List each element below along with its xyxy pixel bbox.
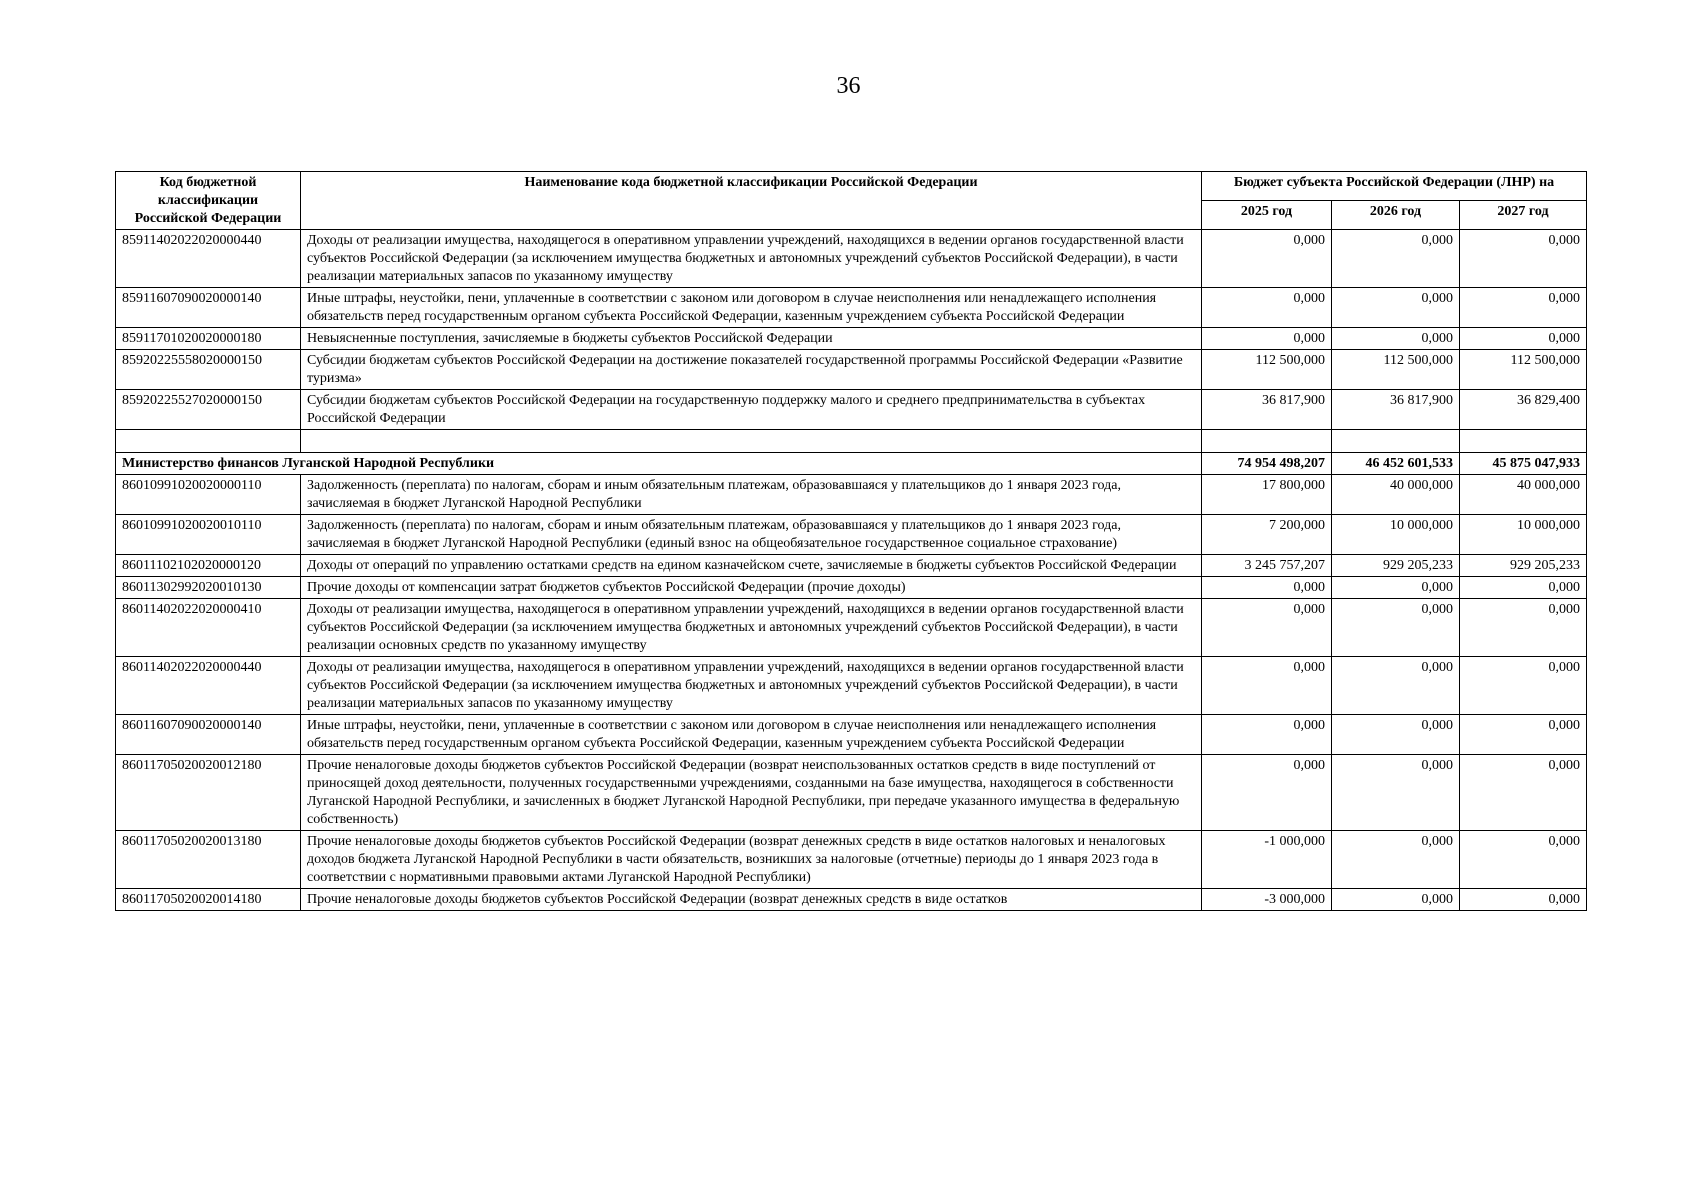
value-2027-cell: 36 829,400 bbox=[1460, 390, 1587, 430]
name-cell: Прочие неналоговые доходы бюджетов субъектов Российской Федерации (возврат денежных средств в виде остатков bbox=[301, 889, 1202, 911]
table-row bbox=[116, 755, 1587, 831]
value-2027-cell: 0,000 bbox=[1460, 831, 1587, 889]
value-2027-cell: 0,000 bbox=[1460, 599, 1587, 657]
empty-cell bbox=[1460, 430, 1587, 453]
table-row bbox=[116, 555, 1587, 577]
empty-cell bbox=[1332, 430, 1460, 453]
value-2025-cell: 0,000 bbox=[1202, 288, 1332, 328]
value-2026-cell: 0,000 bbox=[1332, 715, 1460, 755]
name-cell: Иные штрафы, неустойки, пени, уплаченные в соответствии с законом или договором в случае неисполнения или ненадлежащего исполнения обязательств перед государственным органом субъекта Российской Федерации, казенным учреждением субъекта Российской Федерации bbox=[301, 715, 1202, 755]
value-2027-cell: 0,000 bbox=[1460, 657, 1587, 715]
empty-cell bbox=[301, 430, 1202, 453]
code-cell: 86011705020020012180 bbox=[116, 755, 301, 831]
name-cell: Задолженность (переплата) по налогам, сборам и иным обязательным платежам, образовавшаяся у плательщиков до 1 января 2023 года, зачисляемая в бюджет Луганской Народной Республики (единый взнос на общеобязательное государственное социальное страхование) bbox=[301, 515, 1202, 555]
header-budget-group: Бюджет субъекта Российской Федерации (ЛНР) на bbox=[1202, 172, 1587, 201]
value-2025-cell: 0,000 bbox=[1202, 599, 1332, 657]
value-2027-cell: 40 000,000 bbox=[1460, 475, 1587, 515]
value-2026-cell: 0,000 bbox=[1332, 577, 1460, 599]
name-cell: Прочие неналоговые доходы бюджетов субъектов Российской Федерации (возврат денежных средств в виде остатков налоговых и неналоговых доходов бюджета Луганской Народной Республики в части обязательств, возникших за налоговые (отчетные) периоды до 1 января 2023 года в соответствии с нормативными правовыми актами Луганской Народной Республики) bbox=[301, 831, 1202, 889]
code-cell: 86011705020020014180 bbox=[116, 889, 301, 911]
value-2027-cell: 929 205,233 bbox=[1460, 555, 1587, 577]
value-2026-cell: 36 817,900 bbox=[1332, 390, 1460, 430]
value-2026-cell: 0,000 bbox=[1332, 328, 1460, 350]
budget-table bbox=[115, 171, 1587, 911]
name-cell: Невыясненные поступления, зачисляемые в бюджеты субъектов Российской Федерации bbox=[301, 328, 1202, 350]
value-2025-cell: 0,000 bbox=[1202, 577, 1332, 599]
value-2026-cell: 0,000 bbox=[1332, 889, 1460, 911]
code-cell: 85911402022020000440 bbox=[116, 230, 301, 288]
value-2027-cell: 112 500,000 bbox=[1460, 350, 1587, 390]
value-2026-cell: 0,000 bbox=[1332, 657, 1460, 715]
value-2025-cell: 36 817,900 bbox=[1202, 390, 1332, 430]
code-cell: 86011402022020000410 bbox=[116, 599, 301, 657]
value-2027-cell: 0,000 bbox=[1460, 288, 1587, 328]
table-row bbox=[116, 831, 1587, 889]
value-2025-cell: 0,000 bbox=[1202, 755, 1332, 831]
section-total-2027: 45 875 047,933 bbox=[1460, 453, 1587, 475]
section-total-2025: 74 954 498,207 bbox=[1202, 453, 1332, 475]
value-2026-cell: 10 000,000 bbox=[1332, 515, 1460, 555]
name-cell: Субсидии бюджетам субъектов Российской Федерации на государственную поддержку малого и среднего предпринимательства в субъектах Российской Федерации bbox=[301, 390, 1202, 430]
header-year-2025: 2025 год bbox=[1202, 201, 1332, 230]
code-cell: 86011102102020000120 bbox=[116, 555, 301, 577]
value-2025-cell: -3 000,000 bbox=[1202, 889, 1332, 911]
header-year-2026: 2026 год bbox=[1332, 201, 1460, 230]
header-code: Код бюджетной классификации Российской Федерации bbox=[116, 172, 301, 230]
table-row bbox=[116, 599, 1587, 657]
value-2026-cell: 40 000,000 bbox=[1332, 475, 1460, 515]
code-cell: 86011607090020000140 bbox=[116, 715, 301, 755]
value-2026-cell: 929 205,233 bbox=[1332, 555, 1460, 577]
value-2026-cell: 0,000 bbox=[1332, 831, 1460, 889]
table-row bbox=[116, 288, 1587, 328]
name-cell: Прочие доходы от компенсации затрат бюджетов субъектов Российской Федерации (прочие доходы) bbox=[301, 577, 1202, 599]
name-cell: Доходы от реализации имущества, находящегося в оперативном управлении учреждений, находящихся в ведении органов государственной власти субъектов Российской Федерации (за исключением имущества бюджетных и автономных учреждений субъектов Российской Федерации), в части реализации материальных запасов по указанному имуществу bbox=[301, 230, 1202, 288]
table-row bbox=[116, 889, 1587, 911]
code-cell: 86011302992020010130 bbox=[116, 577, 301, 599]
empty-row bbox=[116, 430, 1587, 453]
value-2027-cell: 0,000 bbox=[1460, 328, 1587, 350]
value-2027-cell: 0,000 bbox=[1460, 889, 1587, 911]
code-cell: 86011402022020000440 bbox=[116, 657, 301, 715]
code-cell: 85911607090020000140 bbox=[116, 288, 301, 328]
table-row bbox=[116, 350, 1587, 390]
value-2025-cell: -1 000,000 bbox=[1202, 831, 1332, 889]
code-cell: 85911701020020000180 bbox=[116, 328, 301, 350]
table-row bbox=[116, 657, 1587, 715]
value-2025-cell: 0,000 bbox=[1202, 715, 1332, 755]
section-total-2026: 46 452 601,533 bbox=[1332, 453, 1460, 475]
value-2027-cell: 0,000 bbox=[1460, 577, 1587, 599]
value-2027-cell: 0,000 bbox=[1460, 715, 1587, 755]
name-cell: Доходы от реализации имущества, находящегося в оперативном управлении учреждений, находящихся в ведении органов государственной власти субъектов Российской Федерации (за исключением имущества бюджетных и автономных учреждений субъектов Российской Федерации), в части реализации материальных запасов по указанному имуществу bbox=[301, 657, 1202, 715]
value-2025-cell: 112 500,000 bbox=[1202, 350, 1332, 390]
name-cell: Прочие неналоговые доходы бюджетов субъектов Российской Федерации (возврат неиспользованных остатков средств в виде поступлений от приносящей доход деятельности, полученных государственными учреждениями, созданными на базе имущества, находящегося в собственности Луганской Народной Республики, и зачисленных в бюджет Луганской Народной Республики, при передаче указанного имущества в федеральную собственность) bbox=[301, 755, 1202, 831]
header-name: Наименование кода бюджетной классификации Российской Федерации bbox=[301, 172, 1202, 230]
name-cell: Иные штрафы, неустойки, пени, уплаченные в соответствии с законом или договором в случае неисполнения или ненадлежащего исполнения обязательств перед государственным органом субъекта Российской Федерации, казенным учреждением субъекта Российской Федерации bbox=[301, 288, 1202, 328]
table-body bbox=[116, 230, 1587, 911]
name-cell: Доходы от реализации имущества, находящегося в оперативном управлении учреждений, находящихся в ведении органов государственной власти субъектов Российской Федерации (за исключением имущества бюджетных и автономных учреждений субъектов Российской Федерации), в части реализации основных средств по указанному имуществу bbox=[301, 599, 1202, 657]
header-year-2027: 2027 год bbox=[1460, 201, 1587, 230]
value-2026-cell: 0,000 bbox=[1332, 599, 1460, 657]
value-2025-cell: 0,000 bbox=[1202, 657, 1332, 715]
table-row bbox=[116, 230, 1587, 288]
table-row bbox=[116, 390, 1587, 430]
page-number: 36 bbox=[836, 73, 861, 99]
section-row bbox=[116, 453, 1587, 475]
value-2025-cell: 0,000 bbox=[1202, 328, 1332, 350]
value-2027-cell: 0,000 bbox=[1460, 230, 1587, 288]
code-cell: 86011705020020013180 bbox=[116, 831, 301, 889]
table-row bbox=[116, 328, 1587, 350]
empty-cell bbox=[116, 430, 301, 453]
code-cell: 85920225558020000150 bbox=[116, 350, 301, 390]
value-2026-cell: 112 500,000 bbox=[1332, 350, 1460, 390]
table-row bbox=[116, 715, 1587, 755]
value-2026-cell: 0,000 bbox=[1332, 230, 1460, 288]
table-row bbox=[116, 577, 1587, 599]
table-row bbox=[116, 515, 1587, 555]
name-cell: Доходы от операций по управлению остатками средств на едином казначейском счете, зачисляемые в бюджеты субъектов Российской Федерации bbox=[301, 555, 1202, 577]
empty-cell bbox=[1202, 430, 1332, 453]
value-2027-cell: 10 000,000 bbox=[1460, 515, 1587, 555]
value-2025-cell: 3 245 757,207 bbox=[1202, 555, 1332, 577]
table-header bbox=[116, 172, 1587, 230]
value-2025-cell: 7 200,000 bbox=[1202, 515, 1332, 555]
code-cell: 86010991020020000110 bbox=[116, 475, 301, 515]
value-2026-cell: 0,000 bbox=[1332, 288, 1460, 328]
name-cell: Субсидии бюджетам субъектов Российской Федерации на достижение показателей государственной программы Российской Федерации «Развитие туризма» bbox=[301, 350, 1202, 390]
name-cell: Задолженность (переплата) по налогам, сборам и иным обязательным платежам, образовавшаяся у плательщиков до 1 января 2023 года, зачисляемая в бюджет Луганской Народной Республики bbox=[301, 475, 1202, 515]
table-row bbox=[116, 475, 1587, 515]
code-cell: 85920225527020000150 bbox=[116, 390, 301, 430]
value-2025-cell: 17 800,000 bbox=[1202, 475, 1332, 515]
value-2027-cell: 0,000 bbox=[1460, 755, 1587, 831]
section-title: Министерство финансов Луганской Народной Республики bbox=[116, 453, 301, 475]
value-2025-cell: 0,000 bbox=[1202, 230, 1332, 288]
code-cell: 86010991020020010110 bbox=[116, 515, 301, 555]
value-2026-cell: 0,000 bbox=[1332, 755, 1460, 831]
